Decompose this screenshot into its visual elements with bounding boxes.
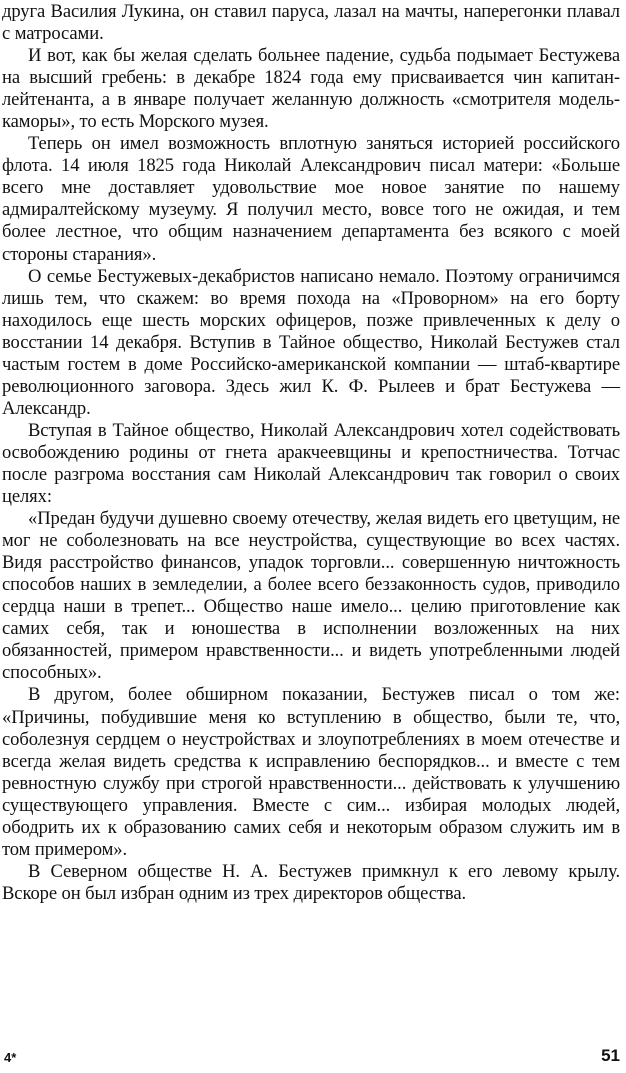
- paragraph: В Северном обществе Н. А. Бестужев примкнул к его левому крылу. Вскоре он был избран одним из трех директоров общества.: [2, 860, 620, 904]
- paragraph: друга Василия Лукина, он ставил паруса, лазал на мачты, наперегонки плавал с матросами.: [2, 1, 620, 45]
- page-number: 51: [601, 1046, 620, 1065]
- quote-paragraph: «Предан будучи душевно своему отечеству, желая видеть его цветущим, не мог не соболезновать на все неустройства, существующие во всех частях. Видя расстройство финансов, упадок торговли... совершенную ничтожность способов наших в земледелии, а более всего беззаконность судов, приводило сердца наши в трепет... Общество наше имело... целию приготовление как самих себя, так и юношества в исполнении возложенных на них обязанностей, примером нравственности... и видеть употребленными людей способных».: [2, 508, 620, 684]
- paragraph: О семье Бестужевых-декабристов написано немало. Поэтому ограничимся лишь тем, что скажем: во время похода на «Проворном» на его борту находилось еще шесть морских офицеров, позже привлеченных к делу о восстании 14 декабря. Вступив в Тайное общество, Николай Бестужев стал частым гостем в доме Российско-американской компании — штаб-квартире революционного заговора. Здесь жил К. Ф. Рылеев и брат Бестужева — Александр.: [2, 265, 620, 419]
- body-text: [2, 1, 620, 905]
- paragraph: Теперь он имел возможность вплотную заняться историей российского флота. 14 июля 1825 года Николай Александрович писал матери: «Больше всего мне доставляет удовольствие мое новое занятие по нашему адмиралтейскому музеуму. Я получил место, вовсе того не ожидая, и тем более лестное, что общим назначением департамента без всякого с моей стороны старания».: [2, 133, 620, 265]
- paragraph: Вступая в Тайное общество, Николай Александрович хотел содействовать освобождению родины от гнета аракчеевщины и крепостничества. Тотчас после разгрома восстания сам Николай Александрович так говорил о своих целях:: [2, 419, 620, 508]
- paragraph: И вот, как бы желая сделать больнее падение, судьба подымает Бестужева на высший гребень: в декабре 1824 года ему присваивается чин капитан-лейтенанта, а в январе получает желанную должность «смотрителя модель-каморы», то есть Морского музея.: [2, 45, 620, 133]
- paragraph: В другом, более обширном показании, Бестужев писал о том же: «Причины, побудившие меня ко вступлению в общество, были те, что, соболезнуя сердцем о неустройствах и злоупотреблениях в моем отечестве и всегда желая видеть средства к исправлению беспорядков... и вместе с тем ревностную службу при строгой нравственности... действовать к улучшению существующего управления. Вместе с сим... избирая молодых людей, ободрить их к образованию самих себя и некоторым образом служить им в том примером».: [2, 684, 620, 860]
- signature-mark: 4*: [4, 1050, 17, 1065]
